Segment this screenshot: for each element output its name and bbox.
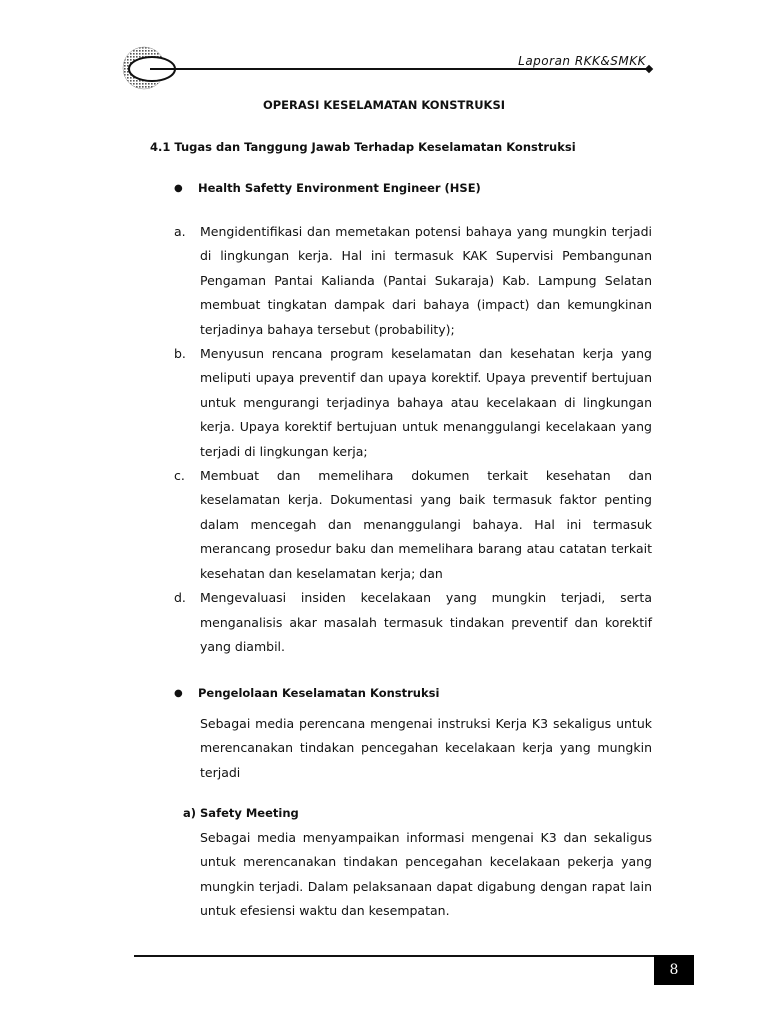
list-item <box>174 464 652 586</box>
bullet-heading-hse <box>174 181 481 195</box>
bullet-heading-label: Health Safetty Environment Engineer (HSE) <box>198 181 481 195</box>
page-number: 8 <box>654 955 694 985</box>
header-rule <box>150 68 650 70</box>
safety-meeting-heading: a) Safety Meeting <box>183 806 299 820</box>
list-item <box>174 342 652 464</box>
list-item-text: Membuat dan memelihara dokumen terkait kesehatan dan keselamatan kerja. Dokumentasi yang baik termasuk faktor penting dalam mencegah dan menanggulangi bahaya. Hal ini termasuk merancang prosedur baku dan memelihara barang atau catatan terkait kesehatan dan keselamatan kerja; dan <box>200 468 652 581</box>
bullet-icon: ● <box>174 183 183 194</box>
list-item-text: Mengidentifikasi dan memetakan potensi bahaya yang mungkin terjadi di lingkungan kerja. Hal ini termasuk KAK Supervisi Pembangunan Pengaman Pantai Kalianda (Pantai Sukaraja) Kab. Lampung Selatan membuat tingkatan dampak dari bahaya (impact) dan kemungkinan terjadinya bahaya tersebut (probability); <box>200 224 652 337</box>
header-report-title: Laporan RKK&SMKK <box>518 54 646 68</box>
list-item <box>174 586 652 659</box>
header-rule-end-diamond <box>645 65 653 73</box>
bullet-heading-label: Pengelolaan Keselamatan Konstruksi <box>198 686 440 700</box>
hse-duties-list <box>174 220 652 659</box>
list-item-marker: a. <box>174 224 186 239</box>
list-item-text: Mengevaluasi insiden kecelakaan yang mungkin terjadi, serta menganalisis akar masalah termasuk tindakan preventif dan korektif yang diambil. <box>200 590 652 654</box>
list-item-text: Menyusun rencana program keselamatan dan kesehatan kerja yang meliputi upaya preventif dan upaya korektif. Upaya preventif bertujuan untuk mengurangi terjadinya bahaya atau kecelakaan di lingkungan kerja. Upaya korektif bertujuan untuk menanggulangi kecelakaan yang terjadi di lingkungan kerja; <box>200 346 652 459</box>
bullet-heading-construction-safety <box>174 686 439 700</box>
list-item-marker: b. <box>174 346 186 362</box>
construction-safety-paragraph: Sebagai media perencana mengenai instruksi Kerja K3 sekaligus untuk merencanakan tindakan pencegahan kecelakaan kerja yang mungkin terjadi <box>200 716 652 780</box>
page-title: OPERASI KESELAMATAN KONSTRUKSI <box>262 98 506 112</box>
list-item-marker: c. <box>174 468 185 484</box>
header-logo-emblem <box>118 44 178 96</box>
safety-meeting-paragraph: Sebagai media menyampaikan informasi mengenai K3 dan sekaligus untuk merencanakan tindakan pencegahan kecelakaan pekerja yang mungkin terjadi. Dalam pelaksanaan dapat digabung dengan rapat lain untuk efesiensi waktu dan kesempatan. <box>200 830 652 919</box>
list-item-marker: d. <box>174 590 186 606</box>
section-title: 4.1 Tugas dan Tanggung Jawab Terhadap Keselamatan Konstruksi <box>150 140 576 154</box>
footer-rule <box>134 955 654 957</box>
bullet-icon: ● <box>174 688 183 699</box>
list-item <box>174 220 652 342</box>
